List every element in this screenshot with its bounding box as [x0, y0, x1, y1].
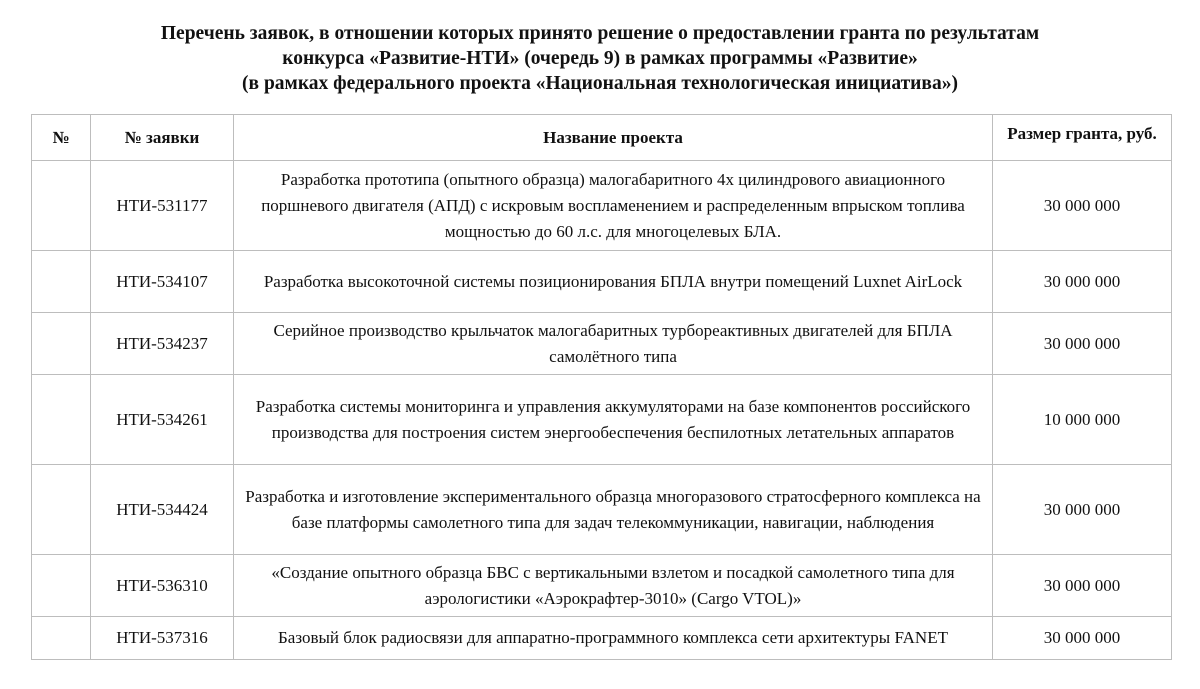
table-row: [32, 313, 1172, 375]
cell-application: НТИ-534107: [91, 251, 234, 313]
document-title: [0, 21, 1200, 96]
table-row: [32, 555, 1172, 617]
cell-application: НТИ-534237: [91, 313, 234, 375]
table-row: [32, 617, 1172, 660]
cell-grant: 30 000 000: [993, 617, 1172, 660]
cell-application: НТИ-534261: [91, 375, 234, 465]
header-application: № заявки: [91, 115, 234, 161]
title-line-2: конкурса «Развитие-НТИ» (очередь 9) в рамках программы «Развитие»: [282, 48, 918, 69]
header-project-name: Название проекта: [234, 115, 993, 161]
grants-table: [31, 114, 1172, 660]
cell-project-name: Базовый блок радиосвязи для аппаратно-программного комплекса сети архитектуры FANET: [234, 617, 993, 660]
cell-grant: 30 000 000: [993, 251, 1172, 313]
cell-num: [32, 375, 91, 465]
cell-grant: 30 000 000: [993, 313, 1172, 375]
title-line-1: Перечень заявок, в отношении которых принято решение о предоставлении гранта по результатам: [160, 23, 1040, 44]
cell-num: [32, 313, 91, 375]
cell-project-name: Разработка и изготовление экспериментального образца многоразового стратосферного комплекса на базе платформы самолетного типа для задач телекоммуникации, навигации, наблюдения: [234, 465, 993, 555]
cell-grant: 30 000 000: [993, 161, 1172, 251]
table-row: [32, 251, 1172, 313]
cell-grant: 30 000 000: [993, 555, 1172, 617]
cell-num: [32, 465, 91, 555]
header-num: №: [32, 115, 91, 161]
header-grant-size: Размер гранта, руб.: [993, 115, 1172, 161]
table-header-row: [32, 115, 1172, 161]
cell-project-name: Разработка прототипа (опытного образца) малогабаритного 4х цилиндрового авиационного поршневого двигателя (АПД) с искровым воспламенением и распределенным впрыском топлива мощностью до 60 л.с. для многоцелевых БЛА.: [234, 161, 993, 251]
cell-grant: 30 000 000: [993, 465, 1172, 555]
cell-num: [32, 555, 91, 617]
cell-num: [32, 251, 91, 313]
cell-project-name: Серийное производство крыльчаток малогабаритных турбореактивных двигателей для БПЛА самолётного типа: [234, 313, 993, 375]
cell-application: НТИ-537316: [91, 617, 234, 660]
table-row: [32, 375, 1172, 465]
cell-application: НТИ-534424: [91, 465, 234, 555]
cell-project-name: Разработка высокоточной системы позиционирования БПЛА внутри помещений Luxnet AirLock: [234, 251, 993, 313]
cell-grant: 10 000 000: [993, 375, 1172, 465]
cell-project-name: Разработка системы мониторинга и управления аккумуляторами на базе компонентов российского производства для построения систем энергообеспечения беспилотных летательных аппаратов: [234, 375, 993, 465]
cell-num: [32, 161, 91, 251]
table-row: [32, 465, 1172, 555]
cell-application: НТИ-536310: [91, 555, 234, 617]
cell-num: [32, 617, 91, 660]
cell-project-name: «Создание опытного образца БВС с вертикальными взлетом и посадкой самолетного типа для аэрологистики «Аэрокрафтер-3010» (Cargo VTOL)»: [234, 555, 993, 617]
table-row: [32, 161, 1172, 251]
title-line-3: (в рамках федерального проекта «Национальная технологическая инициатива»): [242, 73, 958, 94]
cell-application: НТИ-531177: [91, 161, 234, 251]
